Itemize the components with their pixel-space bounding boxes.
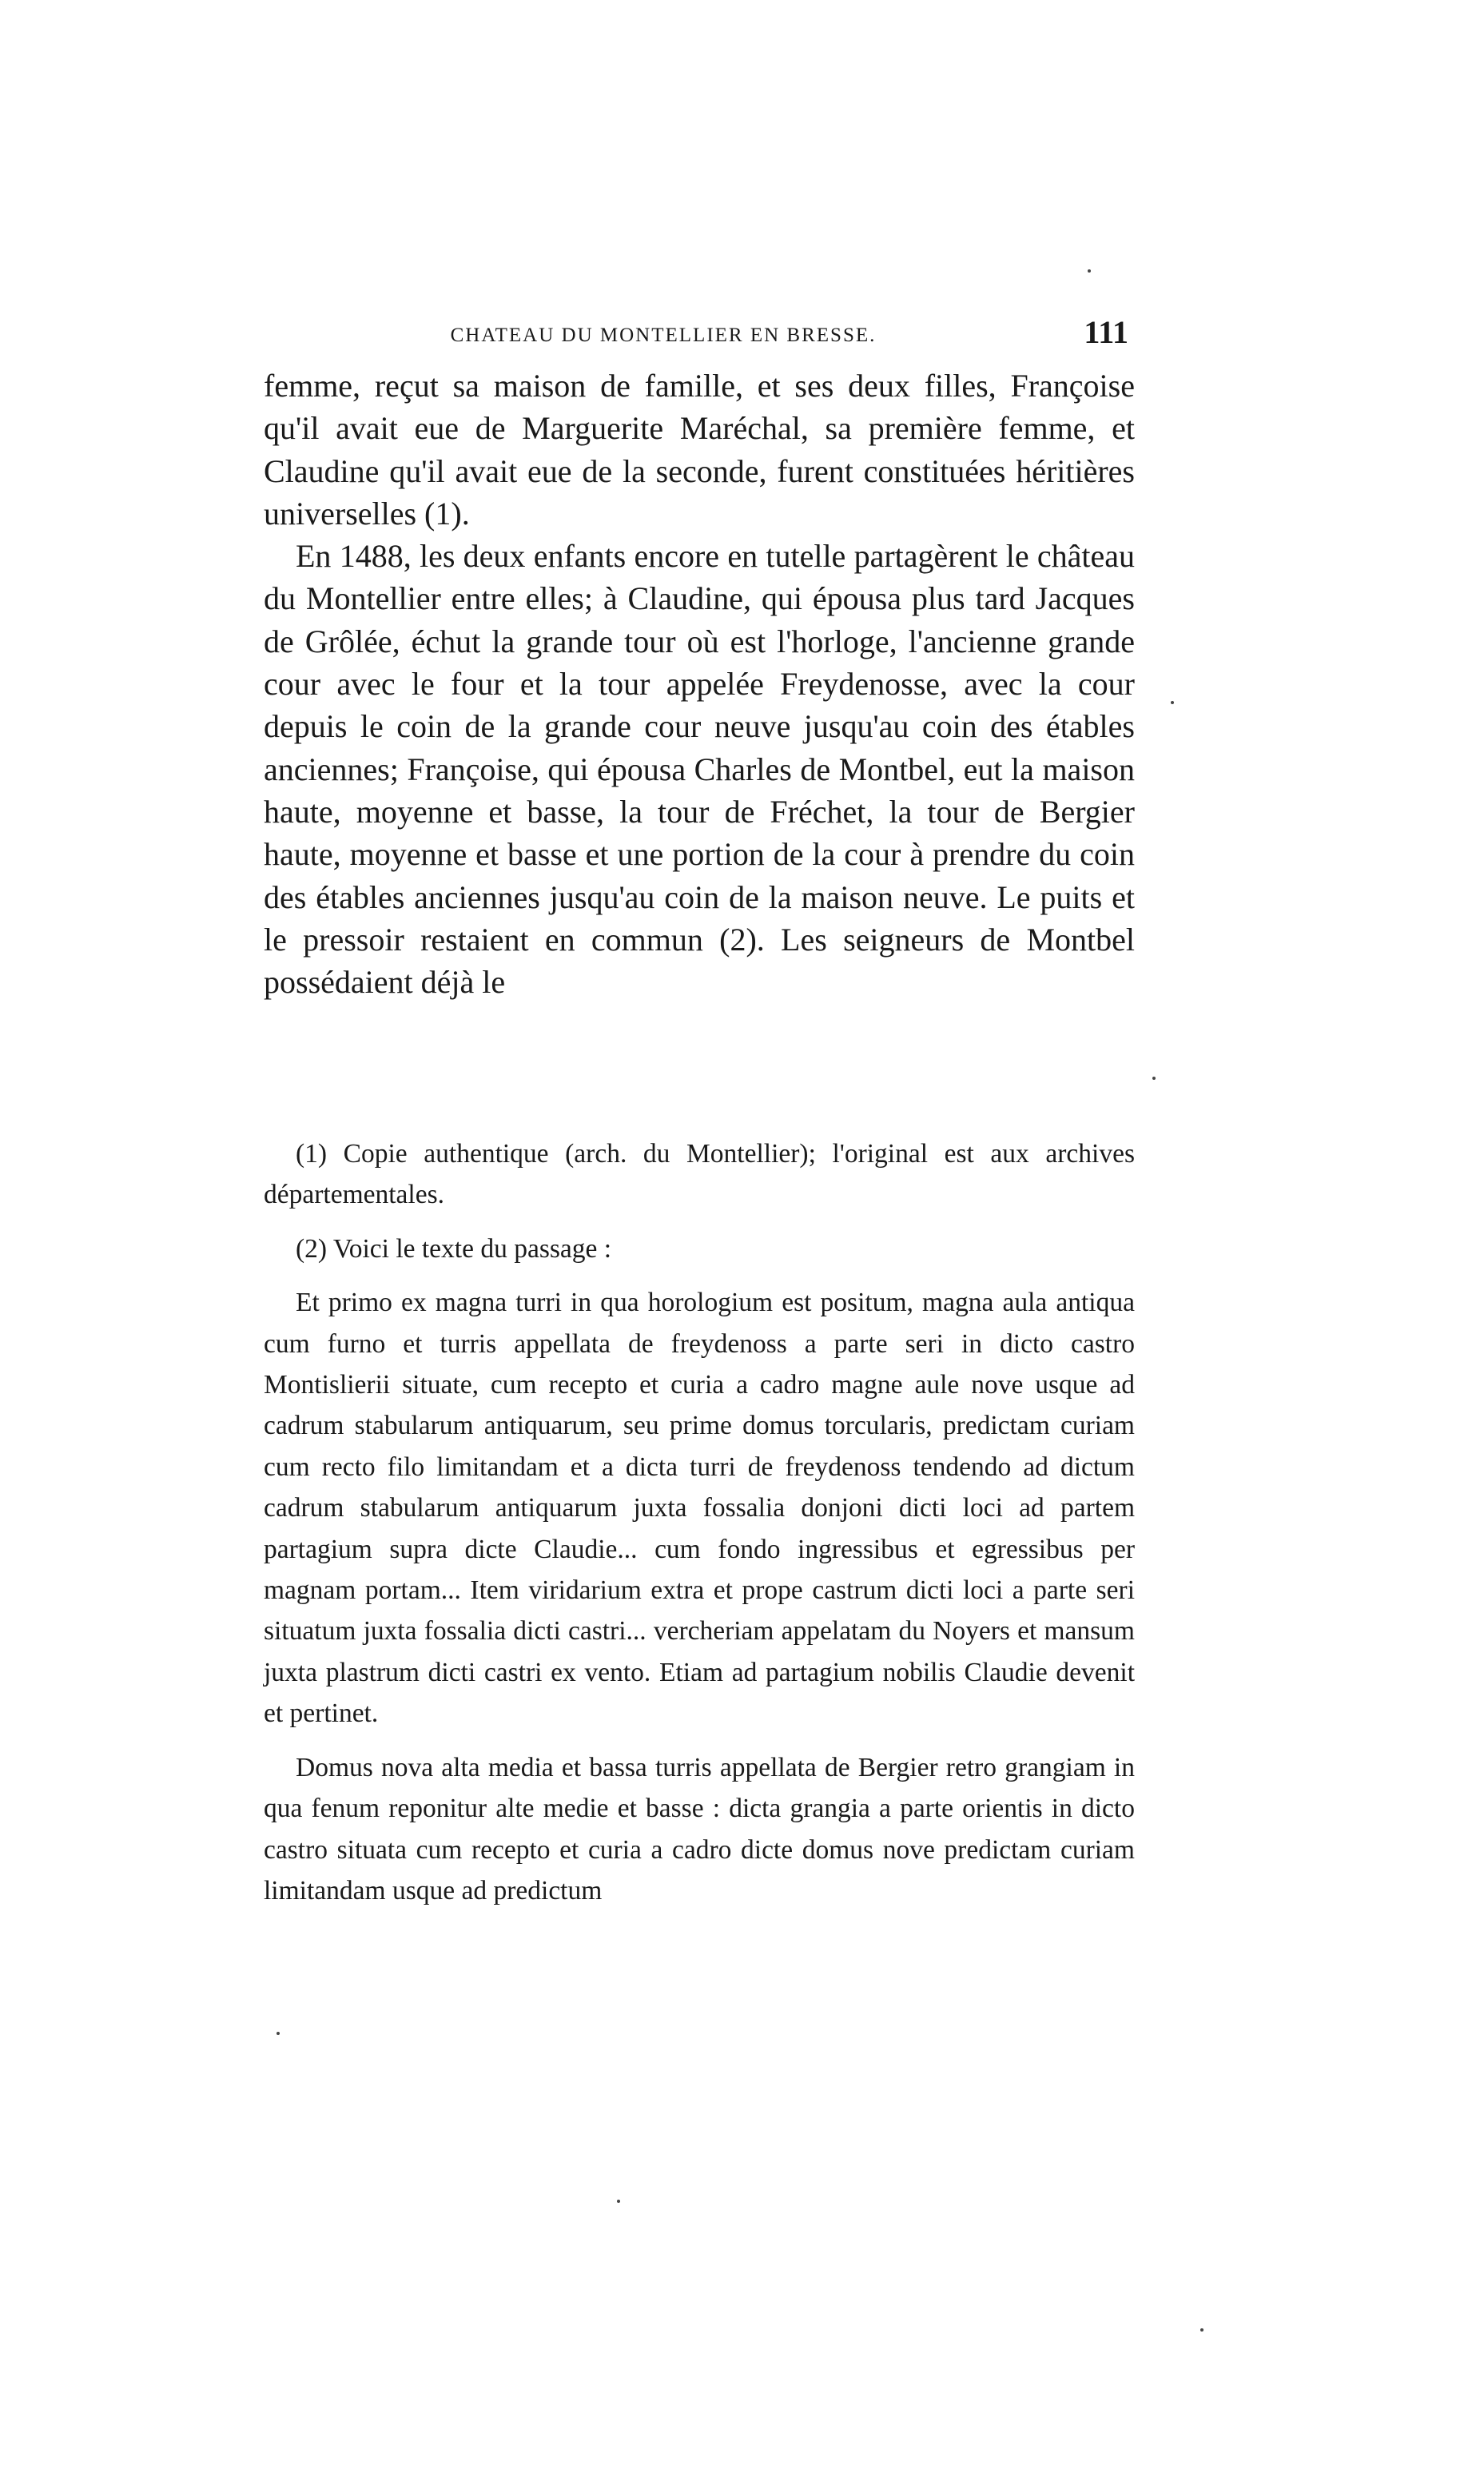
footnotes: [264, 1133, 1135, 1911]
scan-speck: [617, 2200, 620, 2203]
main-paragraph: femme, reçut sa maison de famille, et ses deux filles, Françoise qu'il avait eue de Marguerite Maréchal, sa première femme, et Claudine qu'il avait eue de la seconde, furent constituées héritières universelles (1).: [264, 368, 1135, 532]
scan-speck: [1152, 1077, 1156, 1080]
main-text: [264, 364, 1135, 1003]
scan-speck: [1171, 701, 1174, 704]
running-title: CHATEAU DU MONTELLIER EN BRESSE.: [450, 325, 877, 346]
footnote-2-latin-text: Domus nova alta media et bassa turris appellata de Bergier retro grangiam in qua fenum reponitur alte medie et basse : dicta grangia a parte orientis in dicto castro situata cum recepto et curia a cadro dicte domus nove predictam curiam limitandam usque ad predictum: [264, 1752, 1135, 1906]
running-head: [264, 313, 1151, 353]
scan-speck: [1088, 269, 1091, 273]
page-number: 111: [1084, 314, 1128, 350]
footnote-1: (1) Copie authentique (arch. du Montellier); l'original est aux archives départementales.: [264, 1139, 1135, 1210]
scan-speck: [277, 2032, 280, 2035]
main-paragraph: En 1488, les deux enfants encore en tutelle partagèrent le château du Montellier entre elles; à Claudine, qui épousa plus tard Jacques de Grôlée, échut la grande tour où est l'horloge, l'ancienne grande cour avec le four et la tour appelée Freydenosse, avec la cour depuis le coin de la grande cour neuve jusqu'au coin des étables anciennes; Françoise, qui épousa Charles de Montbel, eut la maison haute, moyenne et basse, la tour de Fréchet, la tour de Bergier haute, moyenne et basse et une portion de la cour à prendre du coin des étables anciennes jusqu'au coin de la maison neuve. Le puits et le pressoir restaient en commun (2). Les seigneurs de Montbel possédaient déjà le: [264, 538, 1135, 1001]
footnote-2-latin-text: Et primo ex magna turri in qua horologium est positum, magna aula antiqua cum furno et turris appellata de freydenoss a parte seri in dicto castro Montislierii situate, cum recepto et curia a cadro magne aule nove usque ad cadrum stabularum antiquarum, seu prime domus torcularis, predictam curiam cum recto filo limitandam et a dicta turri de freydenoss tendendo ad dictum cadrum stabularum antiquarum juxta fossalia donjoni dicti loci ad partem partagium supra dicte Claudie... cum fondo ingressibus et egressibus per magnam portam... Item viridarium extra et prope castrum dicti loci a parte seri situatum juxta fossalia dicti castri... vercheriam appelatam du Noyers et mansum juxta plastrum dicti castri ex vento. Etiam ad partagium nobilis Claudie devenit et pertinet.: [264, 1288, 1135, 1729]
scan-speck: [1200, 2328, 1204, 2332]
footnote-2-intro: (2) Voici le texte du passage :: [296, 1233, 612, 1264]
